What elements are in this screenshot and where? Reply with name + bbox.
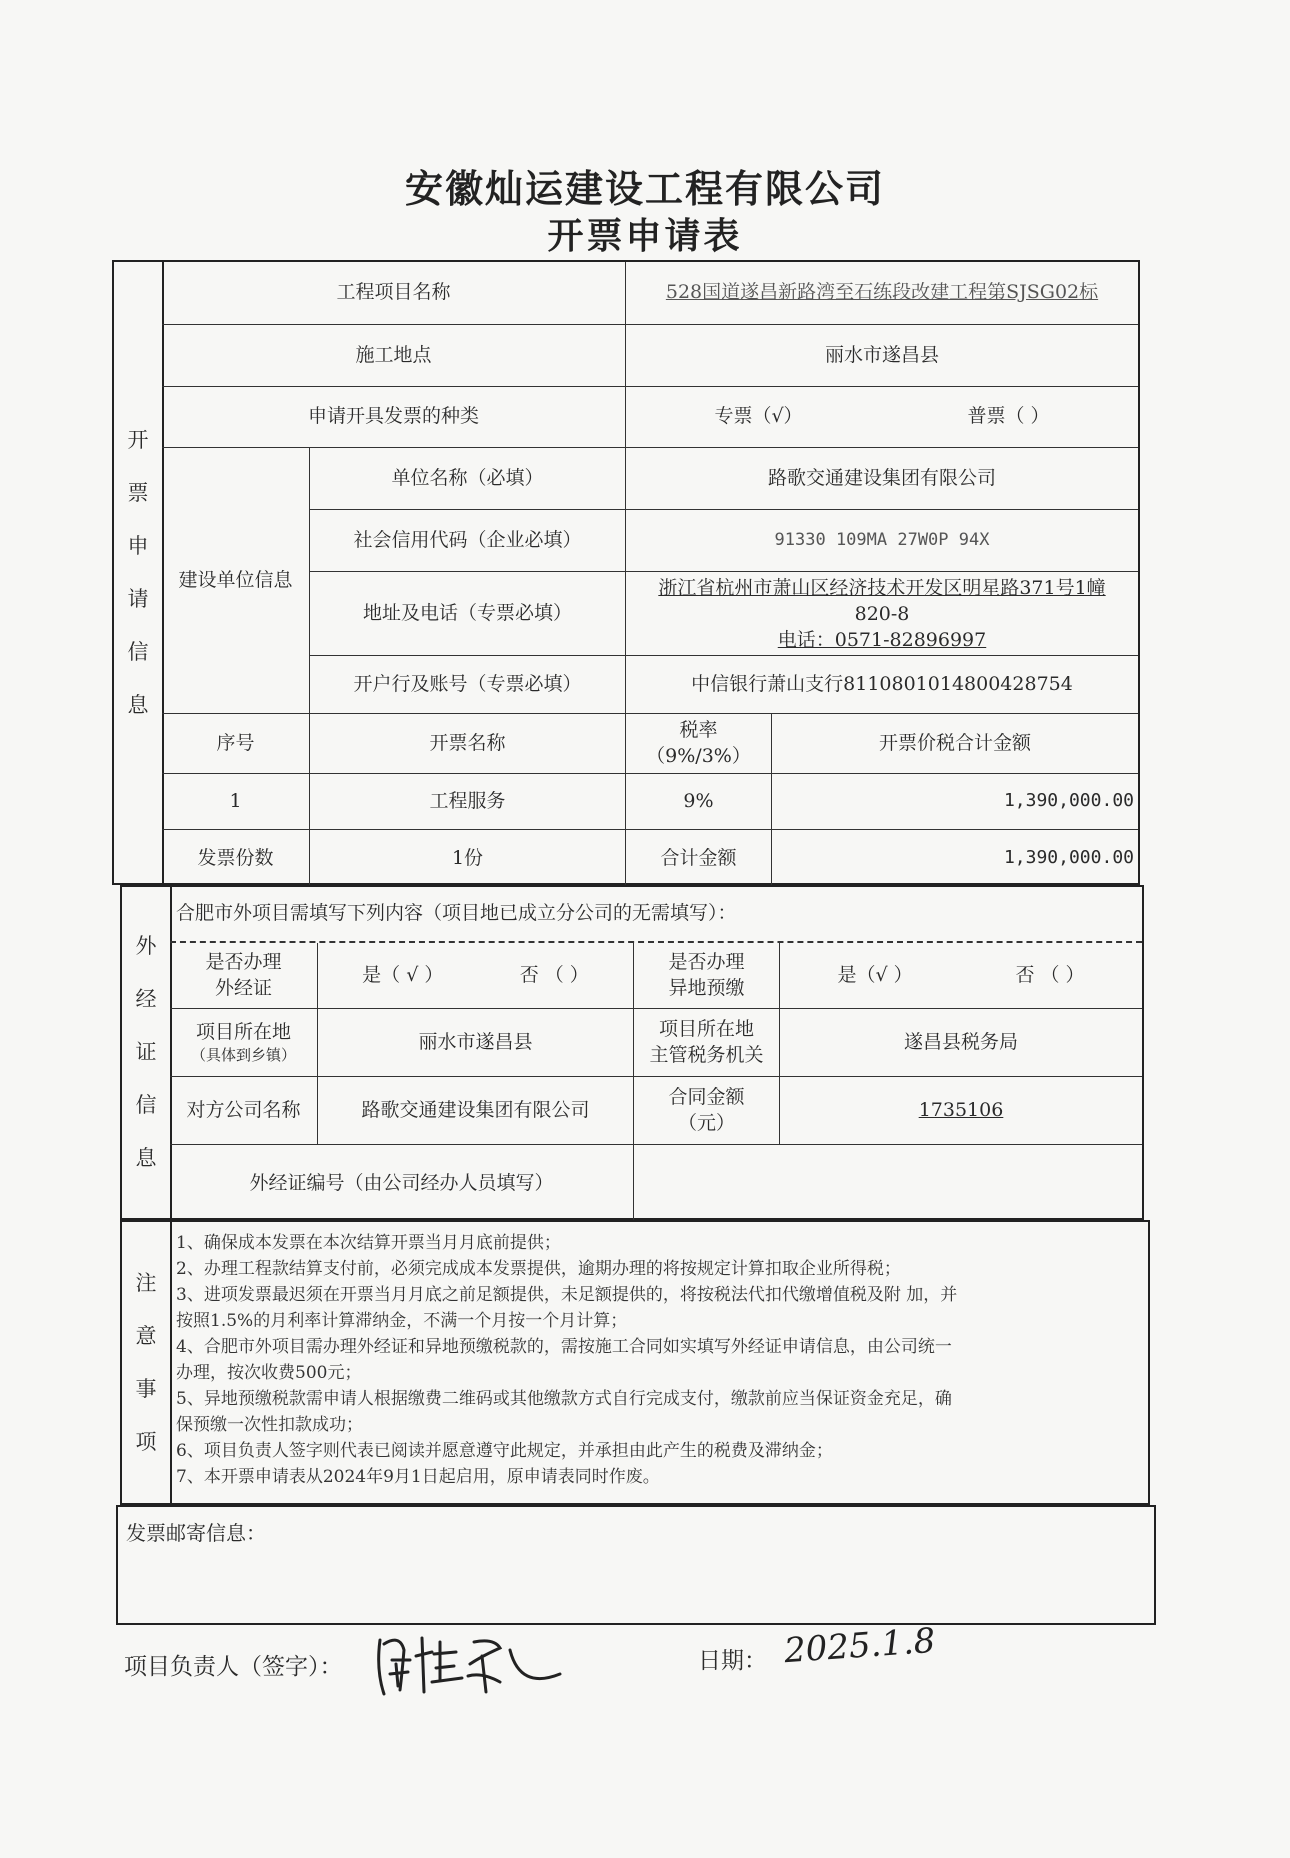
total-label: 合计金额 (626, 830, 772, 887)
notes-list (176, 1230, 1142, 1490)
cert-yes-checkbox[interactable]: 是（ √ ） (362, 963, 444, 986)
date-label: 日期： (698, 1648, 767, 1674)
company-title: 安徽灿运建设工程有限公司 (404, 167, 885, 211)
col-header-no: 序号 (162, 714, 310, 773)
site-value[interactable]: 丽水市遂昌县 (824, 343, 939, 366)
note-line: 保预缴一次性扣款成功； (176, 1415, 363, 1435)
cert-options (318, 943, 634, 1008)
partner-label: 对方公司名称 (170, 1077, 318, 1144)
row-project-name (162, 262, 1138, 325)
notes-side-label: 注意事项 (122, 1222, 172, 1503)
row-credit-code (310, 510, 1138, 572)
address-line-2: 820-8 (854, 602, 910, 625)
note-line: 4、合肥市外项目需办理外经证和异地预缴税款的，需按施工合同如实填写外经证申请信息，由公司统一 (176, 1337, 952, 1357)
normal-invoice-checkbox[interactable]: 普票（ ） (967, 405, 1050, 428)
external-intro-row (170, 887, 1142, 943)
bank-value[interactable]: 中信银行萧山支行8110801014800428754 (691, 673, 1073, 696)
credit-code-label: 社会信用代码（企业必填） (310, 510, 626, 571)
credit-code-value[interactable]: 91330 109MA 27W0P 94X (774, 530, 990, 551)
form-title: 开票申请表 (547, 216, 743, 257)
unit-name-label: 单位名称（必填） (310, 448, 626, 509)
invoice-type-options (626, 387, 1138, 447)
location-value[interactable]: 丽水市遂昌县 (318, 1009, 634, 1076)
row-invoice-type (162, 387, 1138, 448)
col-header-amount: 开票价税合计金额 (878, 731, 1031, 754)
row-bank (310, 656, 1138, 714)
total-value[interactable]: 1,390,000.00 (1003, 847, 1134, 869)
builder-info-label: 建设单位信息 (162, 448, 310, 713)
col-header-name: 开票名称 (310, 714, 626, 773)
contract-label: 合同金额 （元） (634, 1077, 780, 1144)
copies-label: 发票份数 (162, 830, 310, 887)
tax-office-label: 项目所在地 主管税务机关 (634, 1009, 780, 1076)
special-invoice-checkbox[interactable]: 专票（√） (714, 405, 803, 428)
phone-value: 电话：0571-82896997 (777, 628, 987, 651)
prepay-no-checkbox[interactable]: 否 （ ） (1015, 963, 1085, 986)
cert-number-label: 外经证编号（由公司经办人员填写） (170, 1145, 634, 1222)
note-line: 办理，按次收费500元； (176, 1363, 362, 1383)
table-row (162, 774, 1138, 830)
note-line: 7、本开票申请表从2024年9月1日起启用，原申请表同时作废。 (176, 1467, 660, 1487)
row-site (162, 325, 1138, 387)
cert-number-value[interactable] (634, 1145, 1142, 1222)
external-cert-section (120, 885, 1144, 1220)
note-line: 6、项目负责人签字则代表已阅读并愿意遵守此规定，并承担由此产生的税费及滞纳金； (176, 1441, 833, 1461)
row-address (310, 572, 1138, 656)
note-line: 1、确保成本发票在本次结算开票当月月底前提供； (176, 1233, 561, 1253)
notes-section (120, 1220, 1150, 1505)
unit-name-value[interactable]: 路歌交通建设集团有限公司 (767, 466, 996, 489)
contract-value[interactable]: 1735106 (918, 1098, 1004, 1121)
row-location (170, 1009, 1142, 1077)
note-line: 5、异地预缴税款需申请人根据缴费二维码或其他缴款方式自行完成支付，缴款前应当保证资金充足，确 (176, 1389, 952, 1409)
copies-value[interactable]: 1份 (310, 830, 626, 887)
address-label: 地址及电话（专票必填） (310, 572, 626, 655)
prepay-yes-checkbox[interactable]: 是（√ ） (837, 963, 913, 986)
invoice-info-side-label: 开票申请信息 (114, 262, 164, 883)
external-cert-side-label: 外经证信息 (122, 887, 172, 1218)
mailing-label: 发票邮寄信息： (126, 1521, 266, 1545)
cert-label: 是否办理 外经证 (170, 943, 318, 1008)
project-name-label: 工程项目名称 (162, 262, 626, 324)
tax-office-value[interactable]: 遂昌县税务局 (903, 1030, 1018, 1053)
note-line: 2、办理工程款结算支付前，必须完成成本发票提供，逾期办理的将按规定计算扣取企业所得税； (176, 1259, 901, 1279)
date-value[interactable]: 2025.1.8 (782, 1620, 937, 1672)
manager-signature-label: 项目负责人（签字）： (124, 1654, 343, 1680)
external-intro: 合肥市外项目需填写下列内容（项目地已成立分公司的无需填写）： (176, 902, 737, 925)
item-rate[interactable]: 9% (626, 774, 772, 829)
items-header-row (162, 714, 1138, 774)
site-label: 施工地点 (162, 325, 626, 386)
bank-label: 开户行及账号（专票必填） (310, 656, 626, 714)
row-partner (170, 1077, 1142, 1145)
address-line-1: 浙江省杭州市萧山区经济技术开发区明星路371号1幢 (658, 576, 1106, 599)
invoice-type-label: 申请开具发票的种类 (162, 387, 626, 447)
prepay-label: 是否办理 异地预缴 (634, 943, 780, 1008)
row-cert-number (170, 1145, 1142, 1222)
row-cert-prepay (170, 943, 1142, 1009)
col-header-rate: 税率（9%/3%） (626, 714, 772, 773)
item-name[interactable]: 工程服务 (310, 774, 626, 829)
note-line: 3、进项发票最迟须在开票当月月底之前足额提供，未足额提供的，将按税法代扣代缴增值税及附 加，并 (176, 1285, 958, 1305)
address-value[interactable] (626, 572, 1138, 655)
prepay-options (780, 943, 1142, 1008)
row-unit-name (310, 448, 1138, 510)
partner-value[interactable]: 路歌交通建设集团有限公司 (318, 1077, 634, 1144)
location-label: 项目所在地 （具体到乡镇） (170, 1009, 318, 1076)
total-row (162, 830, 1138, 887)
cert-no-checkbox[interactable]: 否 （ ） (519, 963, 589, 986)
mailing-section[interactable] (116, 1505, 1156, 1625)
invoice-info-section (112, 260, 1140, 885)
project-name-value[interactable]: 528国道遂昌新路湾至石练段改建工程第SJSG02标 (665, 281, 1099, 304)
builder-info-block (162, 448, 1138, 714)
handwritten-signature[interactable] (370, 1620, 570, 1700)
note-line: 按照1.5%的月利率计算滞纳金，不满一个月按一个月计算； (176, 1311, 628, 1331)
item-no: 1 (162, 774, 310, 829)
item-amount[interactable]: 1,390,000.00 (1003, 790, 1134, 812)
